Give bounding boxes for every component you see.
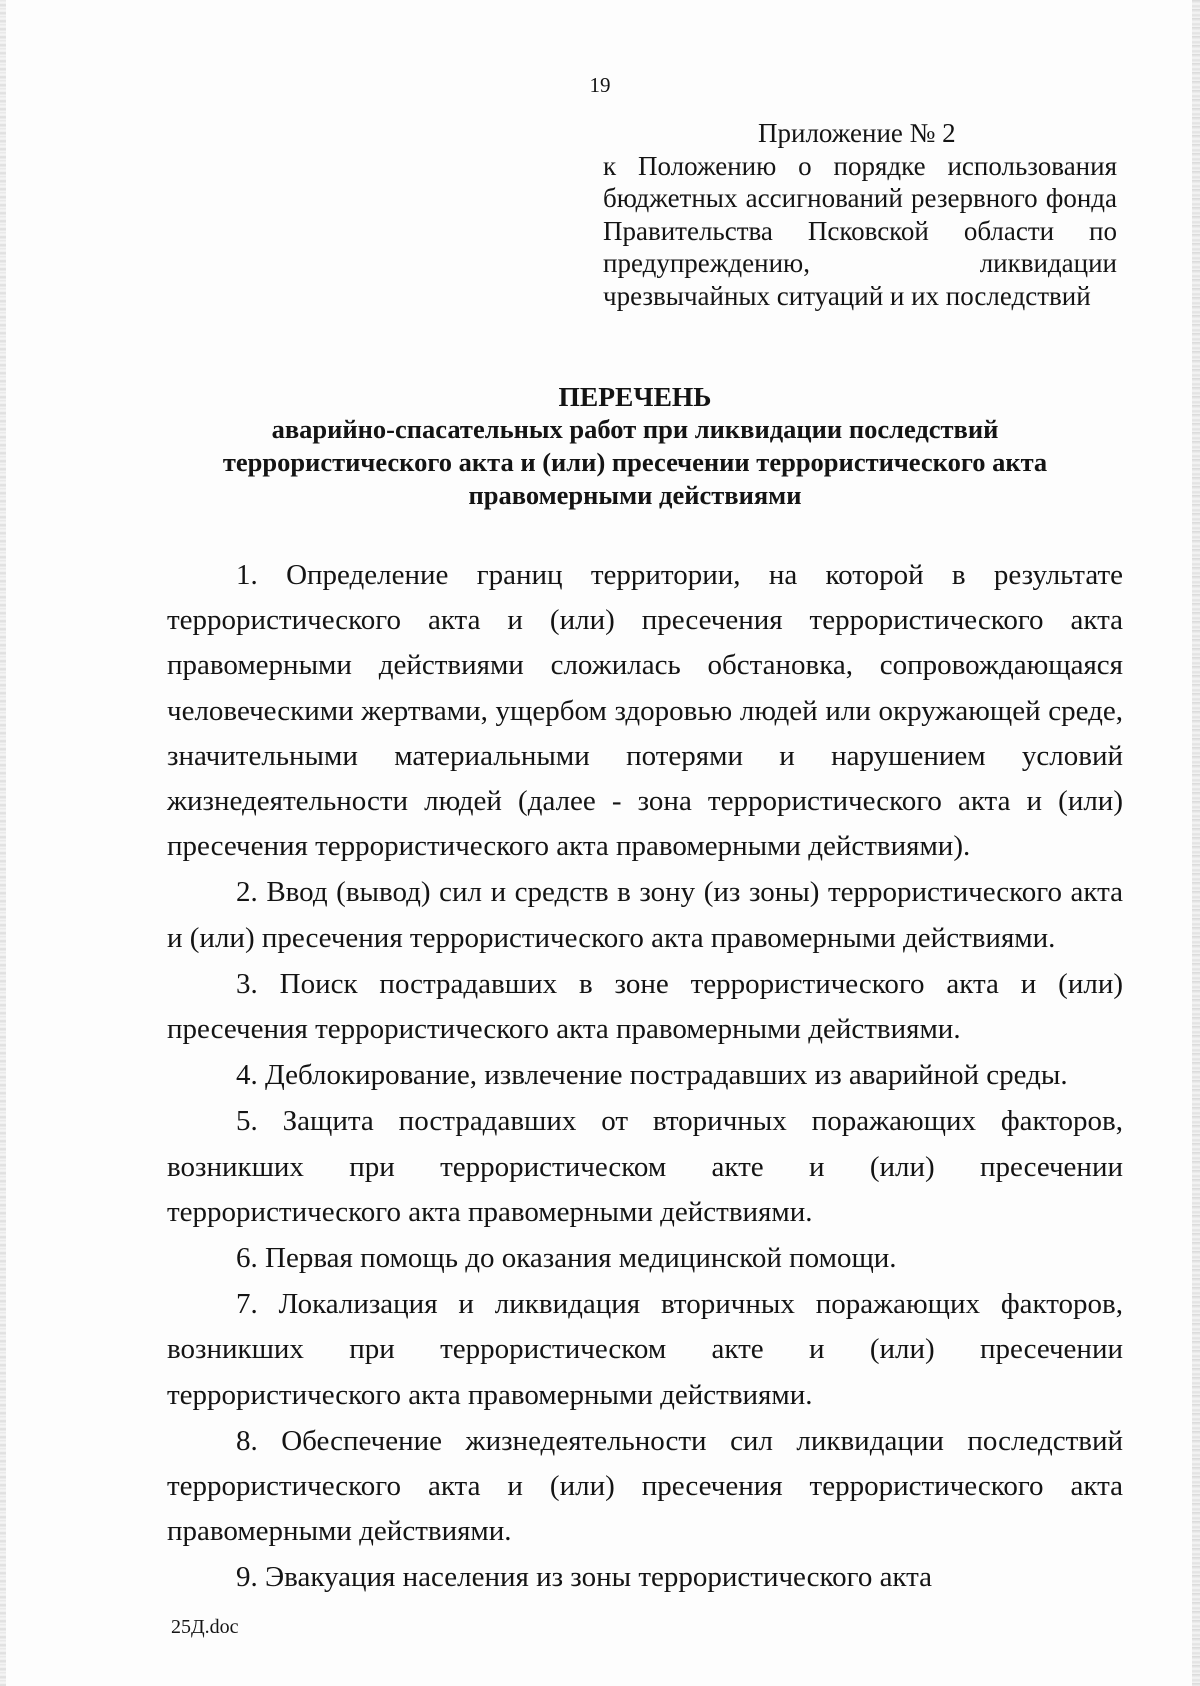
list-item-8: 8. Обеспечение жизнедеятельности сил ликвидации последствий террористического акта и (или) пресечения террористического акта правомерными действиями. — [167, 1424, 1123, 1548]
annex-title: Приложение № 2 — [758, 118, 956, 148]
list-item-1: 1. Определение границ территории, на которой в результате террористического акта и (или) пресечения террористического акта правомерными действиями сложилась обстановка, сопровождающаяся человеческими жертвами, ущербом здоровью людей или окружающей среде, значительными материальными потерями и нарушением условий жизнедеятельности людей (далее - зона террористического акта и (или) пресечения террористического акта правомерными действиями). — [167, 559, 1123, 863]
scan-edge-left — [0, 0, 6, 1686]
scan-edge-right — [1192, 0, 1200, 1686]
list-item-5: 5. Защита пострадавших от вторичных поражающих факторов, возникших при террористическом акте и (или) пресечении террористического акта правомерными действиями. — [167, 1105, 1123, 1228]
annex-block — [603, 117, 1117, 312]
list-item-7: 7. Локализация и ликвидация вторичных поражающих факторов, возникших при террористическом акте и (или) пресечении террористического акта правомерными действиями. — [167, 1288, 1123, 1411]
footer-filename: 25Д.doc — [171, 1616, 239, 1638]
list-item-3: 3. Поиск пострадавших в зоне террористического акта и (или) пресечения террористического акта правомерными действиями. — [167, 967, 1123, 1046]
document-heading — [150, 380, 1120, 512]
list-item-9: 9. Эвакуация населения из зоны террористического акта — [236, 1561, 933, 1594]
list-item-2: 2. Ввод (вывод) сил и средств в зону (из зоны) террористического акта и (или) пресечения террористического акта правомерными действиями. — [167, 876, 1123, 954]
annex-text: к Положению о порядке использования бюджетных ассигнований резервного фонда Правительства Псковской области по предупреждению, ликвидации чрезвычайных ситуаций и их последствий — [603, 150, 1117, 311]
list-item-4: 4. Деблокирование, извлечение пострадавших из аварийной среды. — [236, 1059, 1068, 1092]
heading-line-1: аварийно-спасательных работ при ликвидации последствий — [271, 414, 999, 444]
page-number: 19 — [589, 73, 611, 97]
heading-line-3: правомерными действиями — [468, 480, 802, 510]
document-body — [167, 553, 1123, 1602]
heading-line-2: террористического акта и (или) пресечении террористического акта — [222, 447, 1048, 477]
list-item-6: 6. Первая помощь до оказания медицинской помощи. — [236, 1242, 897, 1275]
heading-title: ПЕРЕЧЕНЬ — [558, 381, 712, 412]
